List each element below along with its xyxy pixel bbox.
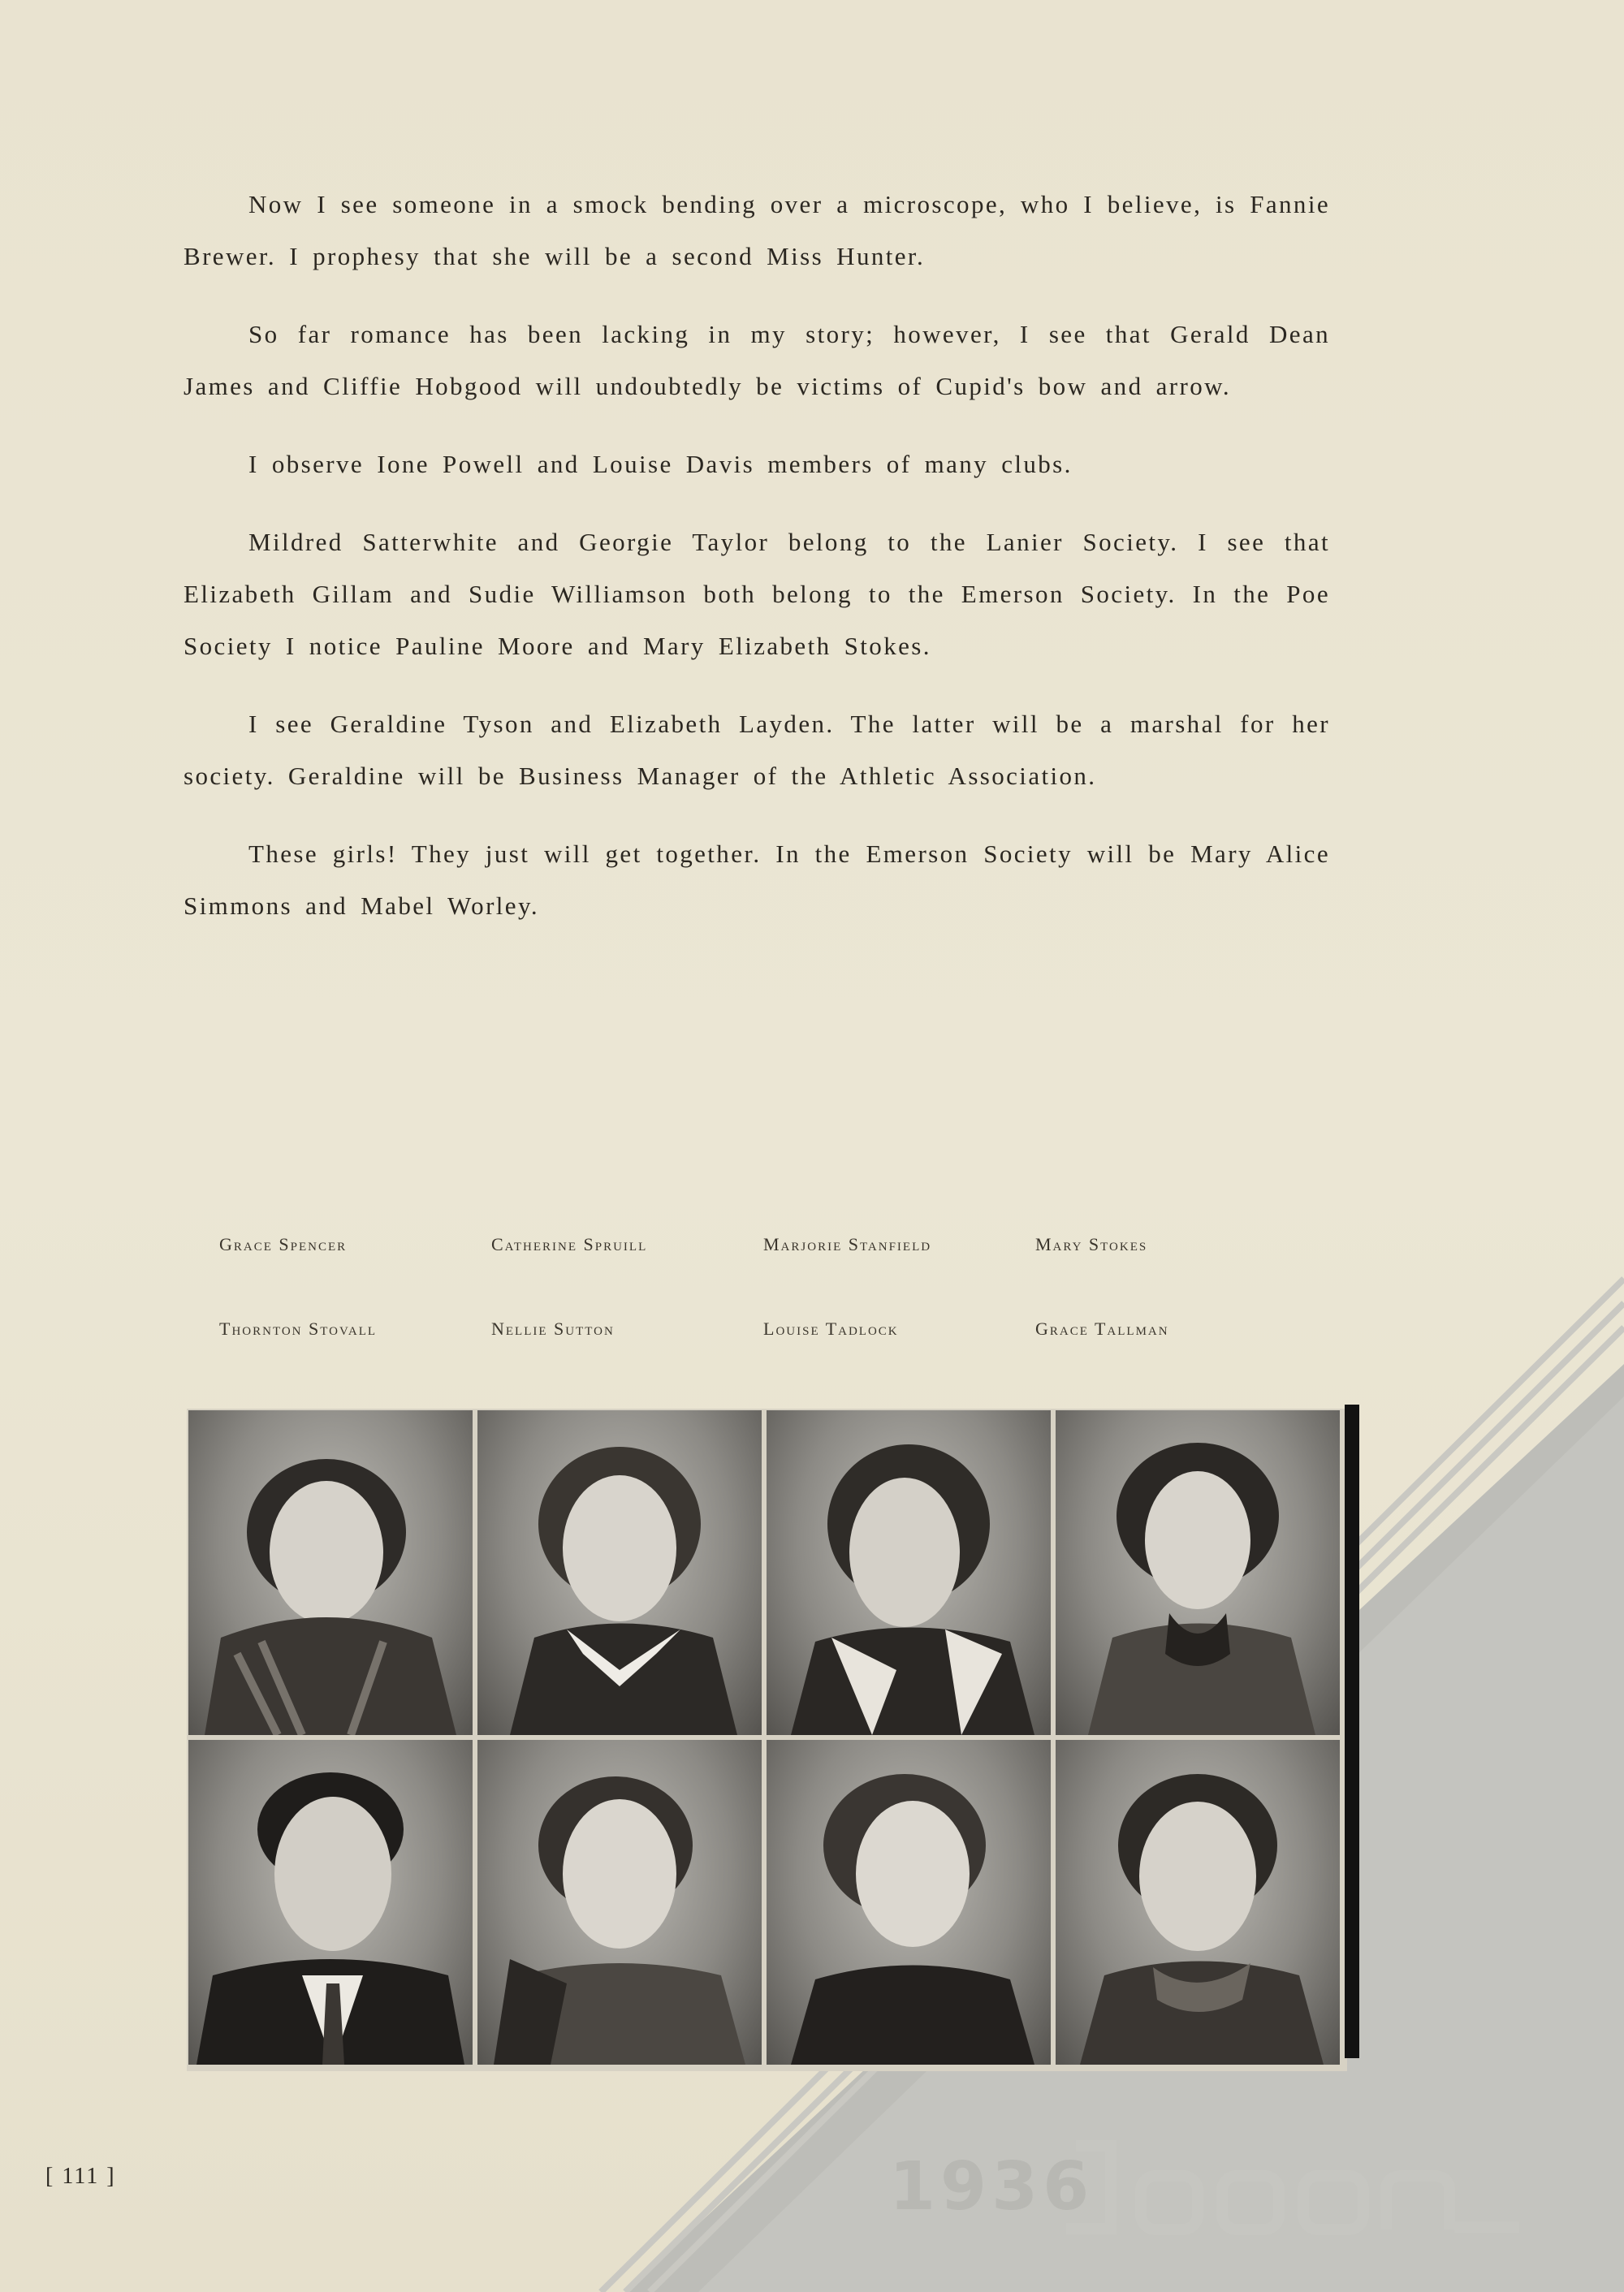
portrait-photo xyxy=(767,1740,1051,2065)
logo-letter-n xyxy=(1386,2176,1449,2229)
portrait-grid-shadow-bar xyxy=(1345,1405,1359,2058)
logo-letter-e xyxy=(1141,2176,1198,2229)
portrait-silhouette xyxy=(767,1410,1051,1735)
portrait-silhouette xyxy=(477,1410,762,1735)
paragraph: I observe Ione Powell and Louise Davis members of many clubs. xyxy=(248,450,1073,478)
portrait-grid xyxy=(187,1409,1347,2071)
portrait-silhouette xyxy=(188,1410,473,1735)
portrait-photo xyxy=(477,1740,762,2065)
prophecy-text xyxy=(184,179,1330,958)
portrait-photo xyxy=(767,1410,1051,1735)
paragraph: So far romance has been lacking in my story; however, I see that Gerald Dean James and Cliffie Hobgood will undoubtedly be victims of Cupid's bow and arrow. xyxy=(184,320,1330,400)
paragraph: These girls! They just will get together. In the Emerson Society will be Mary Alice Simmons and Mabel Worley. xyxy=(184,840,1330,920)
logo-letter-d xyxy=(1066,2140,1116,2234)
portrait-silhouette xyxy=(1056,1740,1340,2065)
yearbook-brand xyxy=(889,2135,1522,2241)
logo-underline xyxy=(1454,2221,1519,2233)
caption-name: Marjorie Stanfield xyxy=(763,1234,932,1254)
caption-row xyxy=(219,1319,1307,1403)
portrait-silhouette xyxy=(1056,1410,1340,1735)
portrait-photo xyxy=(477,1410,762,1735)
yearbook-year: 1936 xyxy=(889,2148,1095,2225)
caption-name: Thornton Stovall xyxy=(219,1319,378,1339)
caption-name: Nellie Sutton xyxy=(491,1319,615,1339)
portrait-silhouette xyxy=(477,1740,762,2065)
portrait-photo xyxy=(188,1740,473,2065)
portrait-photo xyxy=(1056,1410,1340,1735)
caption-row xyxy=(219,1234,1307,1319)
paragraph: I see Geraldine Tyson and Elizabeth Layden. The latter will be a marshal for her society. Geraldine will be Business Manager of the Athletic Association. xyxy=(184,710,1330,790)
caption-name: Grace Spencer xyxy=(219,1234,348,1254)
yearbook-logo xyxy=(1060,2135,1522,2241)
paragraph: Now I see someone in a smock bending over a microscope, who I believe, is Fannie Brewer. I prophesy that she will be a second Miss Hunter. xyxy=(184,190,1330,270)
portrait-captions xyxy=(219,1234,1307,1403)
portrait-photo xyxy=(188,1410,473,1735)
caption-name: Catherine Spruill xyxy=(491,1234,648,1254)
logo-letter-a xyxy=(1303,2176,1363,2229)
paragraph: Mildred Satterwhite and Georgie Taylor belong to the Lanier Society. I see that Elizabeth Gillam and Sudie Williamson both belong to the Emerson Society. In the Poe Society I notice Pauline Moore and Mary Elizabeth Stokes. xyxy=(184,528,1330,660)
portrait-silhouette xyxy=(188,1740,473,2065)
portrait-silhouette xyxy=(767,1740,1051,2065)
logo-letter-c xyxy=(1222,2176,1279,2229)
caption-name: Mary Stokes xyxy=(1035,1234,1148,1254)
caption-name: Louise Tadlock xyxy=(763,1319,899,1339)
page-number: [ 111 ] xyxy=(45,2164,116,2189)
caption-name: Grace Tallman xyxy=(1035,1319,1169,1339)
portrait-photo xyxy=(1056,1740,1340,2065)
